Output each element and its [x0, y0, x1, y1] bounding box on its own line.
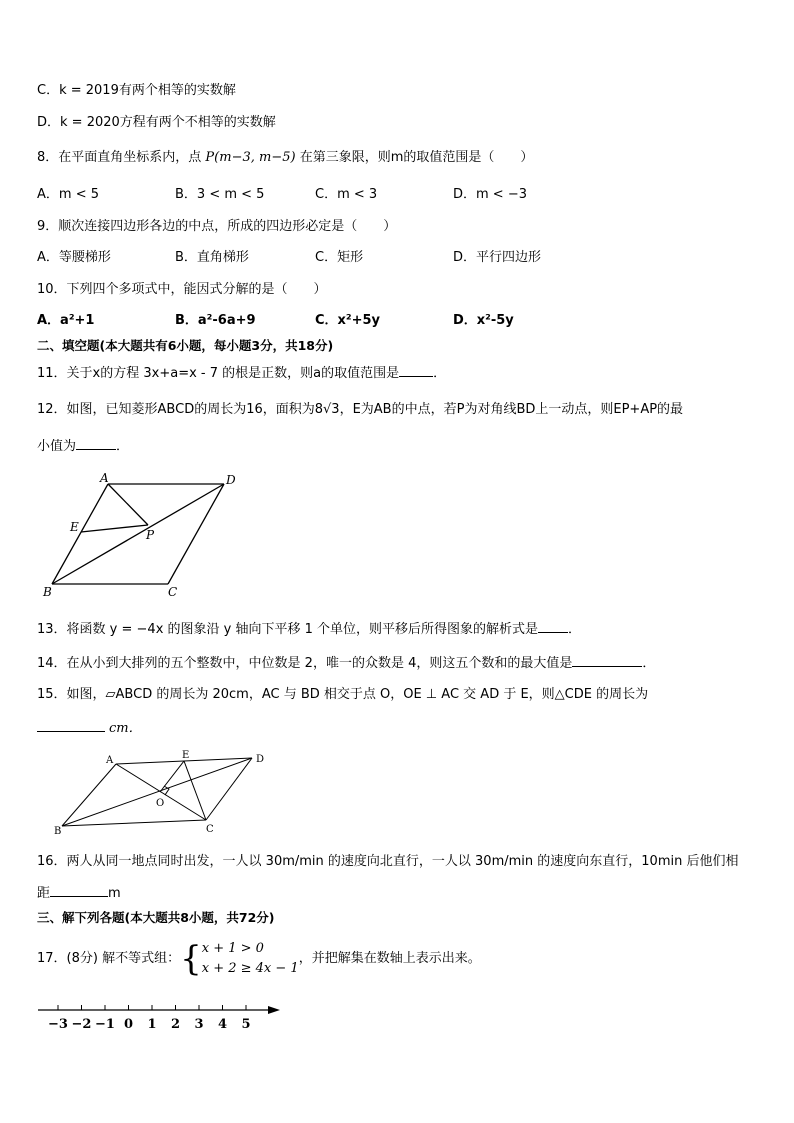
q8-stem-prefix: 8．在平面直角坐标系内，点 — [37, 150, 202, 165]
q16-line2-suffix: m — [108, 886, 121, 901]
q15-segment-oe — [160, 761, 184, 792]
q16-line2-prefix: 距 — [37, 886, 51, 901]
q11 — [37, 364, 446, 383]
q15-side-bc — [62, 820, 206, 826]
q17-inequality-system — [202, 939, 299, 979]
q11-answer-blank[interactable] — [399, 364, 433, 377]
q16-stem: 16．两人从同一地点同时出发，一人以 30m/min 的速度向北直行，一人以 30m/min 的速度向东直行，10min 后他们相 — [37, 854, 739, 869]
q10-option-a: A．a²+1 — [37, 313, 95, 328]
q7-option-c: C．k = 2019有两个相等的实数解 — [37, 83, 236, 98]
q9-option-c: C．矩形 — [315, 250, 364, 265]
q10-option-d: D．x²-5y — [453, 313, 514, 328]
q15-right-angle-mark — [164, 786, 169, 795]
number-line-label: −1 — [95, 1017, 115, 1032]
number-line-label: 3 — [194, 1017, 204, 1032]
q16-answer-blank[interactable] — [50, 884, 108, 897]
q15-label-e: E — [182, 750, 190, 761]
q12-label-c: C — [168, 585, 178, 599]
q15-label-c: C — [206, 824, 214, 835]
q12-segment-ap — [108, 484, 148, 525]
q15-stem: 15．如图，▱ABCD 的周长为 20cm，AC 与 BD 相交于点 O，OE ⊥ AC 交 AD 于 E，则△CDE 的周长为 — [37, 687, 649, 702]
q8-point: P(m−3, m−5) — [205, 150, 296, 165]
q17-suffix: ，并把解集在数轴上表示出来。 — [298, 951, 481, 966]
q17-prefix: 17．(8分) 解不等式组： — [37, 951, 181, 966]
q12-label-a: A — [100, 471, 109, 485]
q12-answer-blank[interactable] — [76, 437, 116, 450]
q17 — [37, 936, 481, 982]
q15-segment-ce — [184, 761, 206, 820]
q12-label-d: D — [226, 473, 236, 487]
q17-inequality-1: x + 1 > 0 — [201, 940, 264, 956]
q15-answer-blank[interactable] — [37, 719, 105, 732]
q12-label-e: E — [70, 520, 79, 534]
q13-end: ． — [568, 622, 582, 637]
q12-stem: 12．如图，已知菱形ABCD的周长为16，面积为8√3，E为AB的中点，若P为对角线BD上一动点，则EP+AP的最 — [37, 402, 684, 417]
q8-stem-suffix: 在第三象限，则m的取值范围是（ ） — [299, 150, 534, 165]
q15-label-a: A — [106, 755, 114, 766]
q13-answer-blank[interactable] — [538, 620, 568, 633]
q8-option-a: A．m < 5 — [37, 187, 99, 202]
q15-unit: cm． — [109, 721, 142, 736]
number-line-arrow — [268, 1006, 280, 1014]
q15-parallelogram-figure — [48, 746, 278, 838]
q15-diagonal-ac — [116, 764, 206, 820]
q9-option-a: A．等腰梯形 — [37, 250, 111, 265]
q10-option-c: C．x²+5y — [315, 313, 381, 328]
number-line-label: −2 — [71, 1017, 92, 1032]
q8-option-b: B．3 < m < 5 — [175, 187, 265, 202]
q12-side-dc — [168, 484, 224, 584]
q14-end: ． — [642, 656, 656, 671]
q12-label-b: B — [43, 585, 52, 599]
q15-side-cd — [206, 758, 252, 820]
section-3-header: 三、解下列各题(本大题共8小题，共72分) — [37, 910, 275, 925]
number-line-label: 5 — [241, 1017, 251, 1032]
q12-end: ． — [116, 439, 130, 454]
number-line-label: 1 — [147, 1017, 157, 1032]
q15-line2 — [37, 719, 142, 738]
q15-label-d: D — [256, 754, 265, 765]
q7-option-d: D．k = 2020方程有两个不相等的实数解 — [37, 115, 276, 130]
q11-end: ． — [433, 366, 447, 381]
number-line-label: −3 — [48, 1017, 68, 1032]
q13 — [37, 620, 581, 639]
q10-option-b: B．a²-6a+9 — [175, 313, 256, 328]
q12-label-p: P — [146, 528, 155, 542]
q14-stem: 14．在从小到大排列的五个整数中，中位数是 2，唯一的众数是 4，则这五个数和的最大值是 — [37, 656, 573, 671]
q10-stem: 10．下列四个多项式中，能因式分解的是（ ） — [37, 282, 327, 297]
q8-stem — [37, 149, 533, 167]
q12-segment-ep — [81, 525, 148, 532]
q15-label-o: O — [156, 798, 165, 809]
q17-inequality-2: x + 2 ≥ 4x − 1 — [201, 960, 299, 976]
number-line-label: 4 — [217, 1017, 228, 1032]
q16-line2 — [37, 884, 121, 903]
q13-stem: 13．将函数 y = −4x 的图象沿 y 轴向下平移 1 个单位，则平移后所得图象的解析式是 — [37, 622, 539, 637]
q14-answer-blank[interactable] — [572, 654, 642, 667]
number-line-label: 2 — [170, 1017, 181, 1032]
number-line — [36, 996, 286, 1036]
q8-option-c: C．m < 3 — [315, 187, 378, 202]
q11-stem: 11．关于x的方程 3x+a=x - 7 的根是正数，则a的取值范围是 — [37, 366, 400, 381]
q12-rhombus-figure — [36, 468, 246, 600]
q12-side-ab — [52, 484, 108, 584]
q14 — [37, 654, 655, 673]
q17-system-brace: { — [180, 938, 202, 979]
q8-option-d: D．m < −3 — [453, 187, 527, 202]
section-2-header: 二、填空题(本大题共有6小题，每小题3分，共18分) — [37, 338, 334, 353]
q9-option-b: B．直角梯形 — [175, 250, 249, 265]
q12-line2 — [37, 437, 129, 456]
q9-option-d: D．平行四边形 — [453, 250, 542, 265]
q15-label-b: B — [54, 826, 62, 837]
number-line-label: 0 — [123, 1017, 134, 1032]
q12-diagonal-bd — [52, 484, 224, 584]
q12-line2-text: 小值为 — [37, 439, 77, 454]
q15-diagonal-bd — [62, 758, 252, 826]
q9-stem: 9．顺次连接四边形各边的中点，所成的四边形必定是（ ） — [37, 219, 397, 234]
